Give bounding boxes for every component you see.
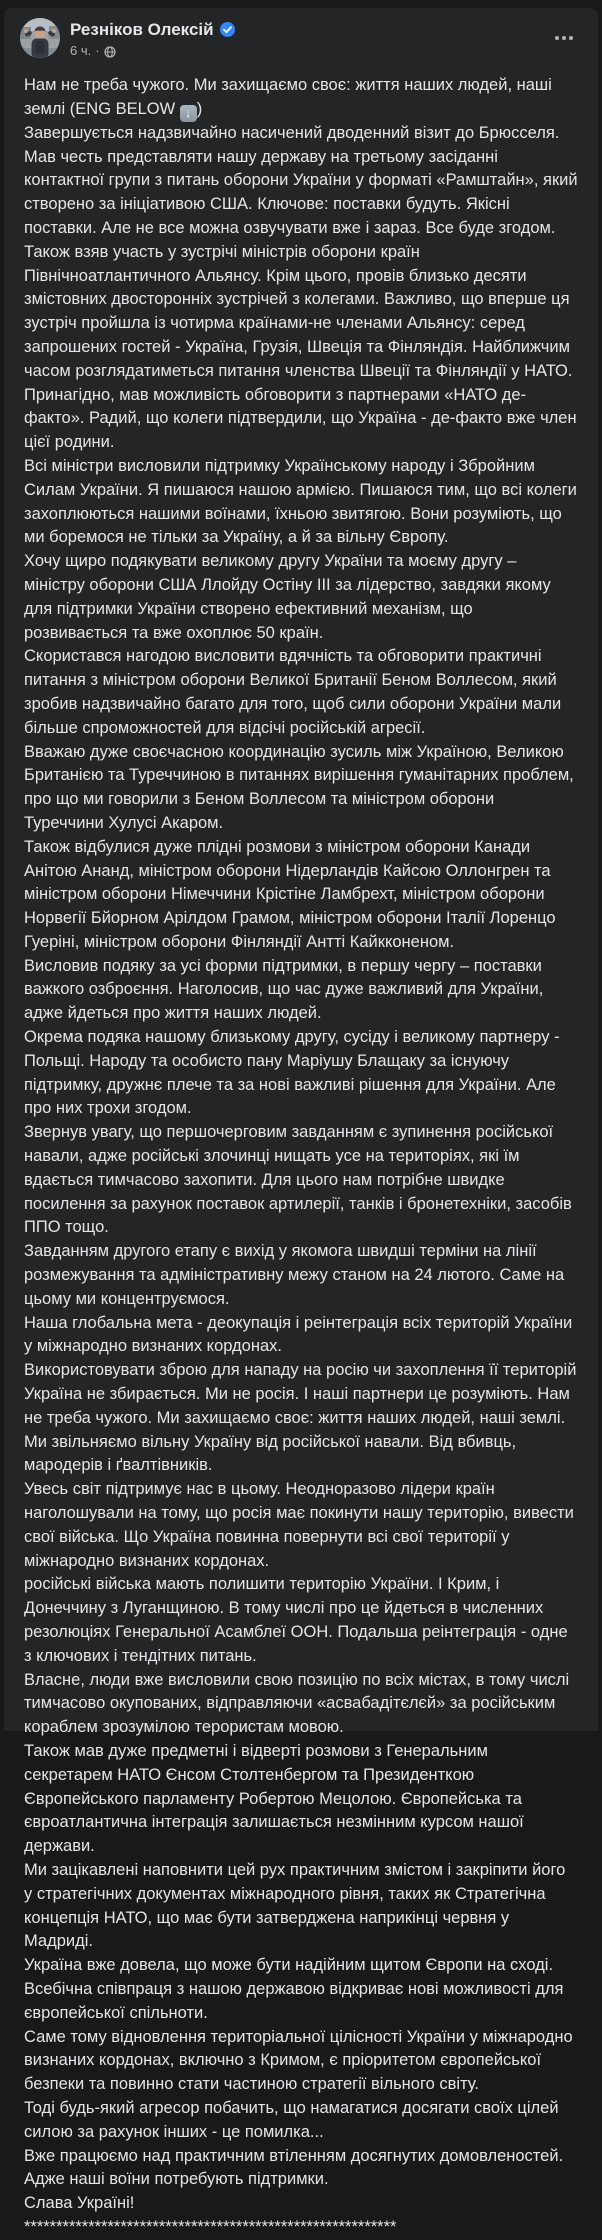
down-arrow-glyph: ↓	[185, 105, 192, 120]
meta-separator: ·	[95, 43, 100, 58]
avatar[interactable]	[20, 18, 60, 58]
post-header	[4, 8, 598, 59]
ellipsis-dot	[569, 36, 573, 40]
post-body-text: Завершується надзвичайно насичений дводенний візит до Брюсселя. Мав честь представляти нашу державу на третьому засіданні контактної групи з питань оборони України у форматі «Рамштайн», який створено за ініціативою США. Ключове: поставки будуть. Якісні поставки. Але не все можна озвучувати вже і зараз. Все буде згодом. Також взяв участь у зустрічі міністрів оборони країн Північноатлантичного Альянсу. Крім цього, провів близько десяти змістовних двосторонніх зустрічей з колегами. Важливо, що вперше ця зустріч пройшла із чотирма країнами-не членами Альянсу: серед запрошених гостей - Україна, Грузія, Швеція та Фінляндія. Найближчим часом розглядатиметься питання членства Швеції та Фінляндії у НАТО. Принагідно, мав можливість обговорити з партнерами «НАТО де-факто». Радий, що колеги підтвердили, що Україна - де-факто вже член цієї родини. Всі міністри висловили підтримку Українському народу і Збройним Силам України. Я пишаюся нашою армією. Пишаюся тим, що всі колеги захоплюються нашими воїнами, їхньою звитягою. Вони розуміють, що ми боремося не тільки за Україну, а й за вільну Європу. Хочу щиро подякувати великому другу України та моєму другу – міністру оборони США Ллойду Остіну III за лідерство, завдяки якому для підтримки України створено ефективний механізм, що розвивається та вже охоплює 50 країн. Скористався нагодою висловити вдячність та обговорити практичні питання з міністром оборони Великої Британії Беном Воллесом, який зробив надзвичайно багато для того, щоб сили оборони України мали більше спроможностей для відсічі російській агресії. Вважаю дуже своєчасною координацію зусиль між Україною, Великою Британією та Туреччиною в питаннях вирішення гуманітарних проблем, про що ми говорили з Беном Воллесом та міністром оборони Туреччини Хулусі Акаром. Також відбулися дуже плідні розмови з міністром оборони Канади Анітою Ананд, міністром оборони Нідерландів Кайсою Оллонгрен та міністром оборони Німеччини Крістіне Ламбрехт, міністром оборони Норвегії Бйорном Арілдом Грамом, міністром оборони Італії Лоренцо Гуеріні, міністром оборони Фінляндії Антті Кайкконеном. Висловив подяку за усі форми підтримки, в першу чергу – поставки важкого озброєння. Наголосив, що час дуже важливий для України, адже йдеться про життя наших людей. Окрема подяка нашому близькому другу, сусіду і великому партнеру - Польщі. Народу та особисто пану Маріушу Блащаку за існуючу підтримку, дружнє плече та за нові важливі рішення для України. Але про них трохи згодом. Звернув увагу, що першочерговим завданням є зупинення російської навали, адже російські злочинці нищать усе на територіях, які їм вдається тимчасово захопити. Для цього нам потрібне швидке посилення за рахунок поставок артилерії, танків і бронетехніки, засобів ППО тощо. Завданням другого етапу є вихід у якомога швидші терміни на лінії розмежування та адміністративну межу станом на 24 лютого. Саме на цьому ми концентруємося. Наша глобальна мета - деокупація і реінтеграція всіх територій України у міжнародно визнаних кордонах. Використовувати зброю для нападу на росію чи захоплення її територій Україна не збирається. Ми не росія. І наші партнери це розуміють. Нам не треба чужого. Ми захищаємо своє: життя наших людей, наші землі. Ми звільняємо вільну Україну від російської навали. Від вбивць, мародерів і ґвалтівників. Увесь світ підтримує нас в цьому. Неодноразово лідери країн наголошували на тому, що росія має покинути нашу територію, вивести свої війська. Що Україна повинна повернути всі свої території у міжнародно визнаних кордонах. російські війська мають полишити територію України. І Крим, і Донеччину з Луганщиною. В тому числі про це йдеться в численних резолюціях Генеральної Асамблеї ООН. Подальша реінтеграція - одне з ключових і тендітних питань. Власне, люди вже висловили свою позицію по всіх містах, в тому числі тимчасово окупованих, відправляючи «асвабадітєлєй» за російським кораблем зрозумілою терористам мовою. Також мав дуже предметні і відверті розмови з Генеральним секретарем НАТО Єнсом Столтенбергом та Президенткою Європейського парламенту Робертою Мецолою. Європейська та євроатлантична інтеграція залишається незмінним курсом нашої держави. Ми зацікавлені наповнити цей рух практичним змістом і закріпити його у стратегічних документах міжнародного рівня, таких як Стратегічна концепція НАТО, що має бути затверджена наприкінці червня у Мадриді. Україна вже довела, що може бути надійним щитом Європи на сході. Всебічна співпраця з нашою державою відкриває нові можливості для європейської спільноти. Саме тому відновлення територіальної цілісності України у міжнародно визнаних кордонах, включно з Кримом, є пріоритетом європейської безпеки та повинно стати частиною стратегії вільного світу. Тоді будь-який агресор побачить, що намагатися досягати своїх цілей силою за рахунок інших - це помилка... Вже працюємо над практичним втіленням досягнутих домовленостей. Адже наші воїни потребують підтримки. Слава Україні! **********************************************************	[24, 123, 578, 2236]
post-text	[4, 59, 598, 2240]
down-arrow-emoji-icon	[180, 105, 197, 122]
avatar-photo	[20, 18, 60, 58]
post-header-info	[70, 18, 546, 59]
post-intro-line	[24, 74, 578, 122]
author-name[interactable]: Резніков Олексій	[70, 20, 214, 39]
timestamp[interactable]: 6 ч.	[70, 43, 92, 58]
post-intro-close: )	[196, 99, 203, 118]
more-options-button[interactable]	[546, 24, 582, 52]
page-background	[0, 8, 602, 2236]
verified-badge-icon	[220, 22, 235, 37]
post-card	[4, 8, 598, 2236]
ellipsis-dot	[562, 36, 566, 40]
post-intro-text: Нам не треба чужого. Ми захищаємо своє: життя наших людей, наші землі (ENG BELOW	[24, 76, 552, 118]
ellipsis-dot	[555, 36, 559, 40]
globe-icon	[104, 46, 116, 58]
